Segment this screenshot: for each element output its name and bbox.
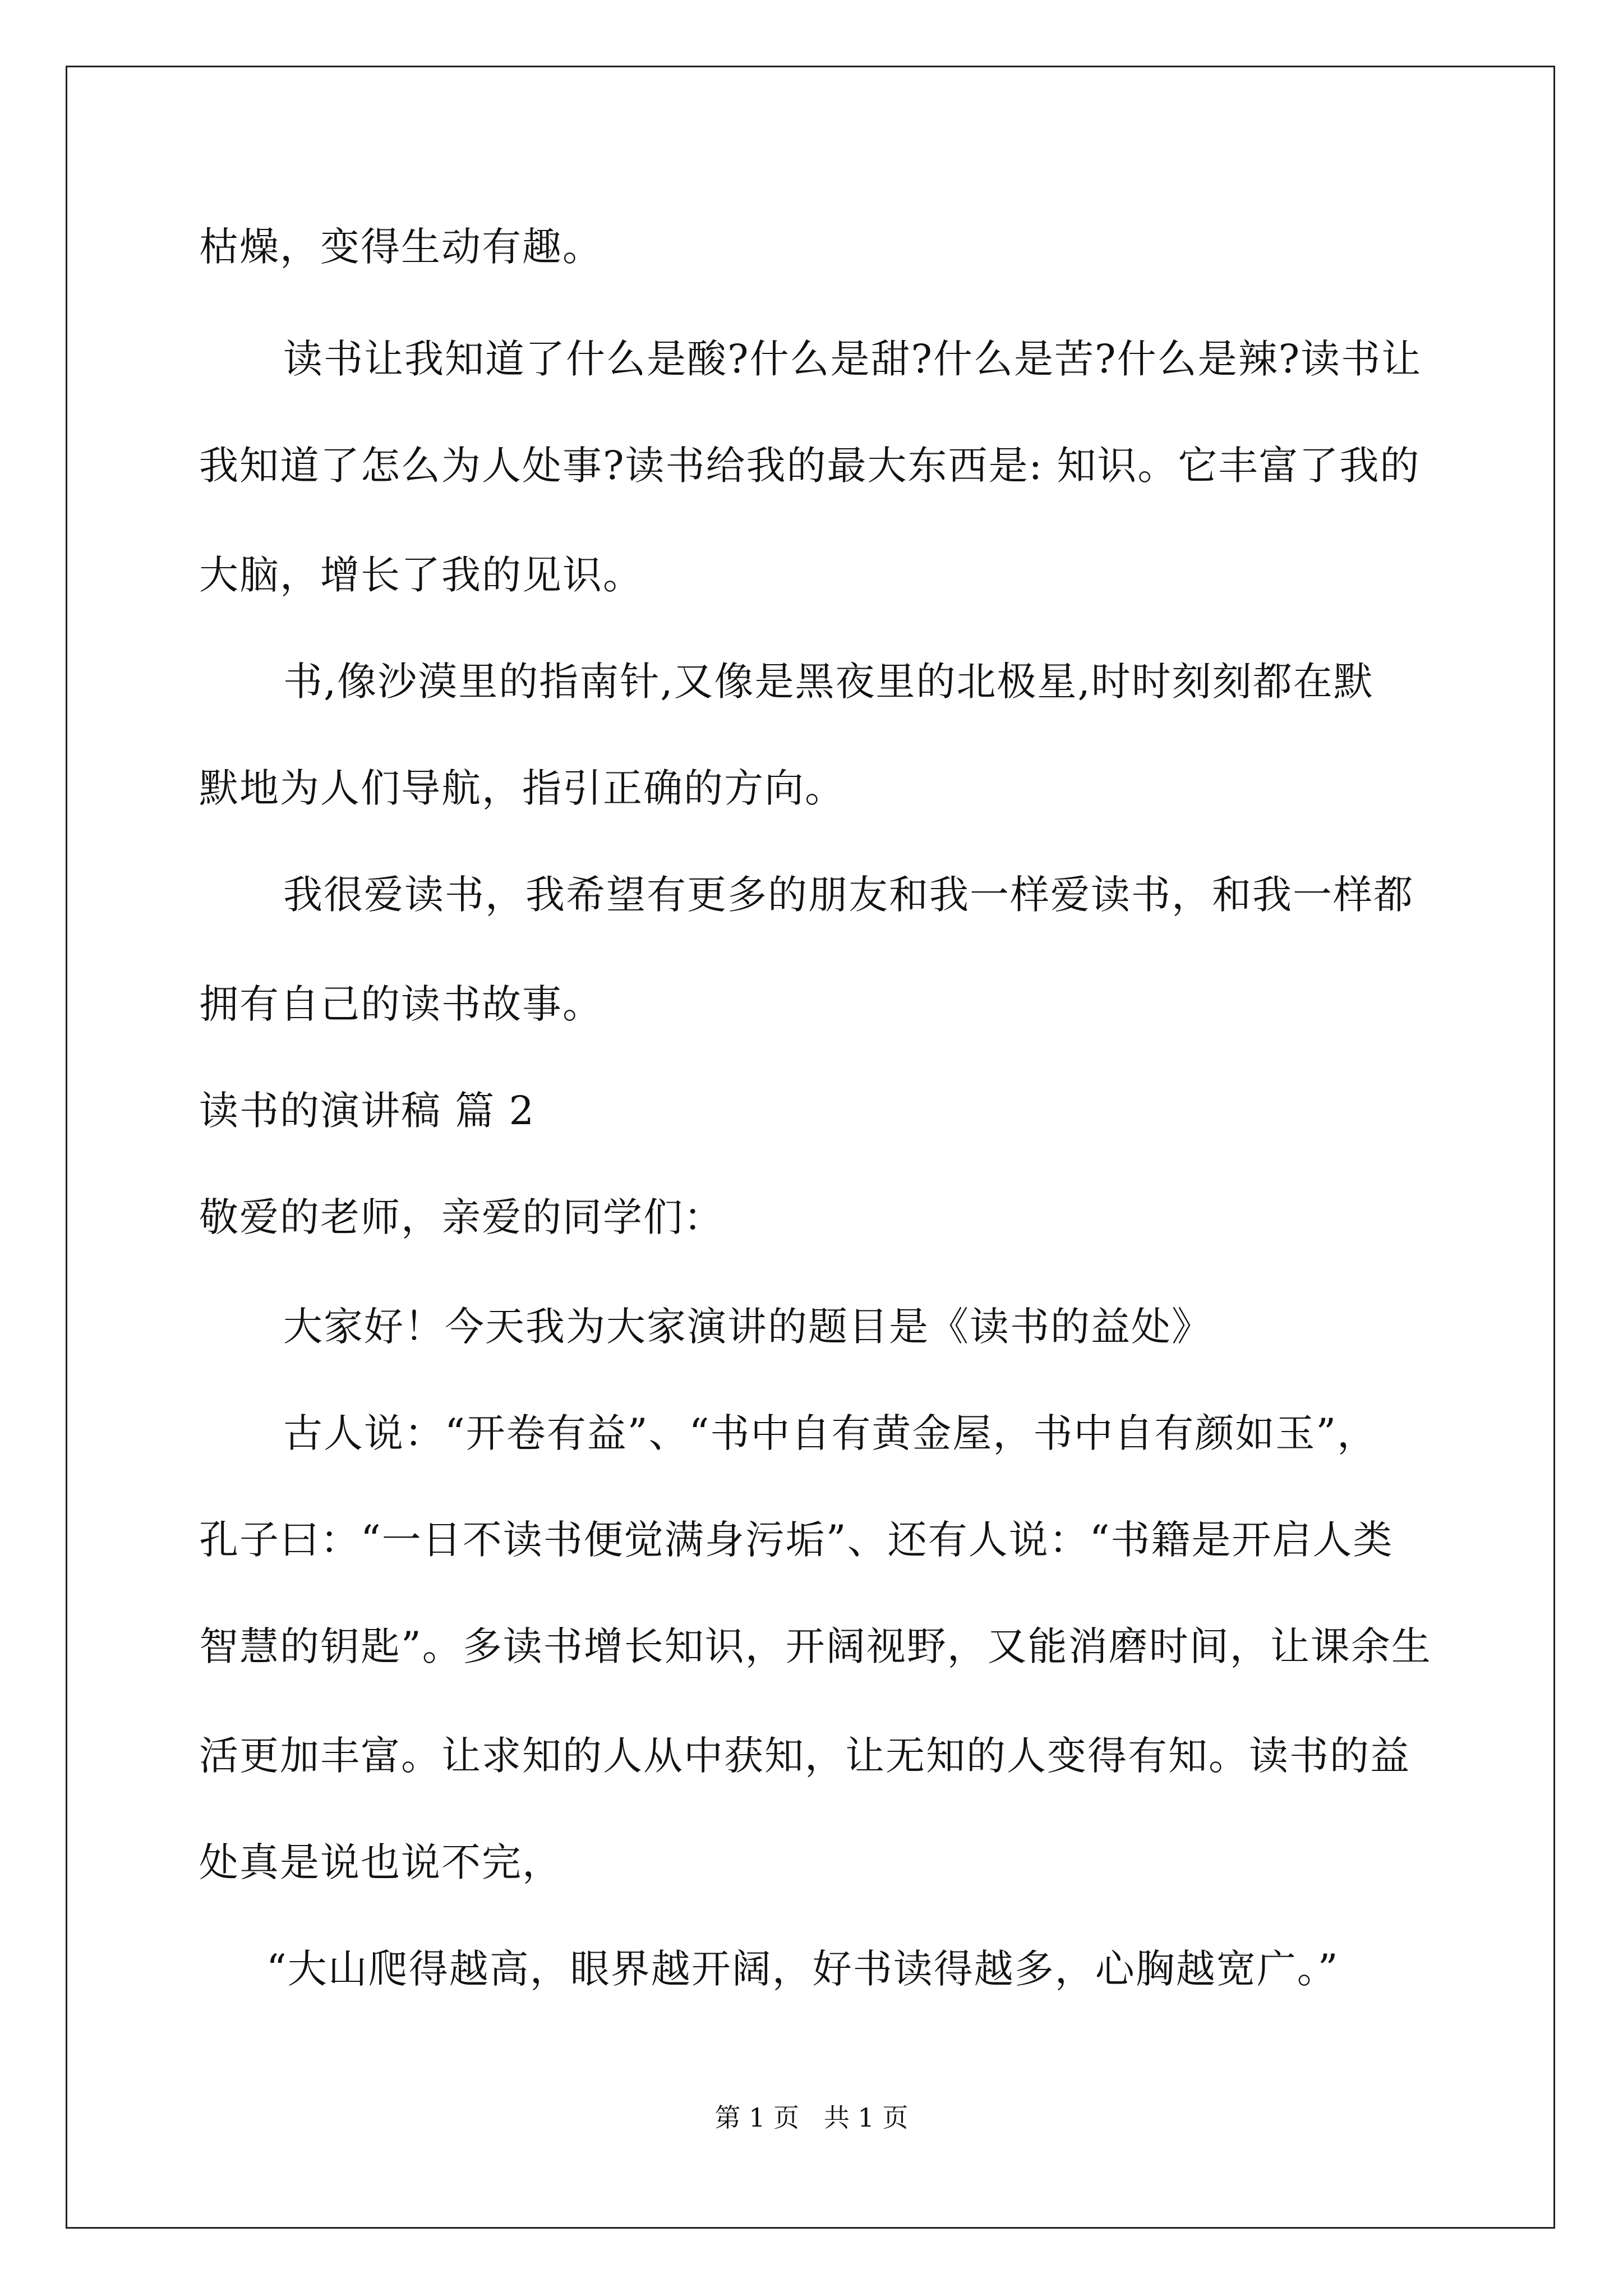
text-line: 孔子曰：“一日不读书便觉满身污垢”、还有人说：“书籍是开启人类 (199, 1517, 1394, 1563)
text-line: 大脑，增长了我的见识。 (199, 552, 643, 598)
quote-line: “大山爬得越高，眼界越开阔，好书读得越多，心胸越宽广。” (266, 1946, 1339, 1992)
text-line: 我知道了怎么为人处事?读书给我的最大东西是: 知识。它丰富了我的 (199, 443, 1421, 489)
salutation: 敬爱的老师，亲爱的同学们： (199, 1194, 724, 1240)
text-line: 大家好！今天我为大家演讲的题目是《读书的益处》 (283, 1304, 1212, 1350)
text-line: 智慧的钥匙”。多读书增长知识，开阔视野，又能消磨时间，让课余生 (199, 1623, 1432, 1669)
page-footer: 第 1 页 共 1 页 (714, 2102, 909, 2133)
text-line: 古人说：“开卷有益”、“书中自有黄金屋，书中自有颜如玉”， (283, 1410, 1378, 1456)
text-line: 默地为人们导航，指引正确的方向。 (199, 765, 845, 811)
page-border (66, 66, 1555, 2229)
text-line: 枯燥，变得生动有趣。 (199, 224, 603, 270)
text-line: 拥有自己的读书故事。 (199, 981, 603, 1027)
text-line: 我很爱读书，我希望有更多的朋友和我一样爱读书，和我一样都 (283, 872, 1414, 918)
text-line: 读书让我知道了什么是酸?什么是甜?什么是苦?什么是辣?读书让 (283, 336, 1422, 382)
text-line: 活更加丰富。让求知的人从中获知，让无知的人变得有知。读书的益 (199, 1733, 1410, 1779)
text-line: 书,像沙漠里的指南针,又像是黑夜里的北极星,时时刻刻都在默 (283, 659, 1374, 705)
section-heading: 读书的演讲稿 篇 2 (199, 1088, 536, 1134)
text-line: 处真是说也说不完， (199, 1839, 562, 1885)
